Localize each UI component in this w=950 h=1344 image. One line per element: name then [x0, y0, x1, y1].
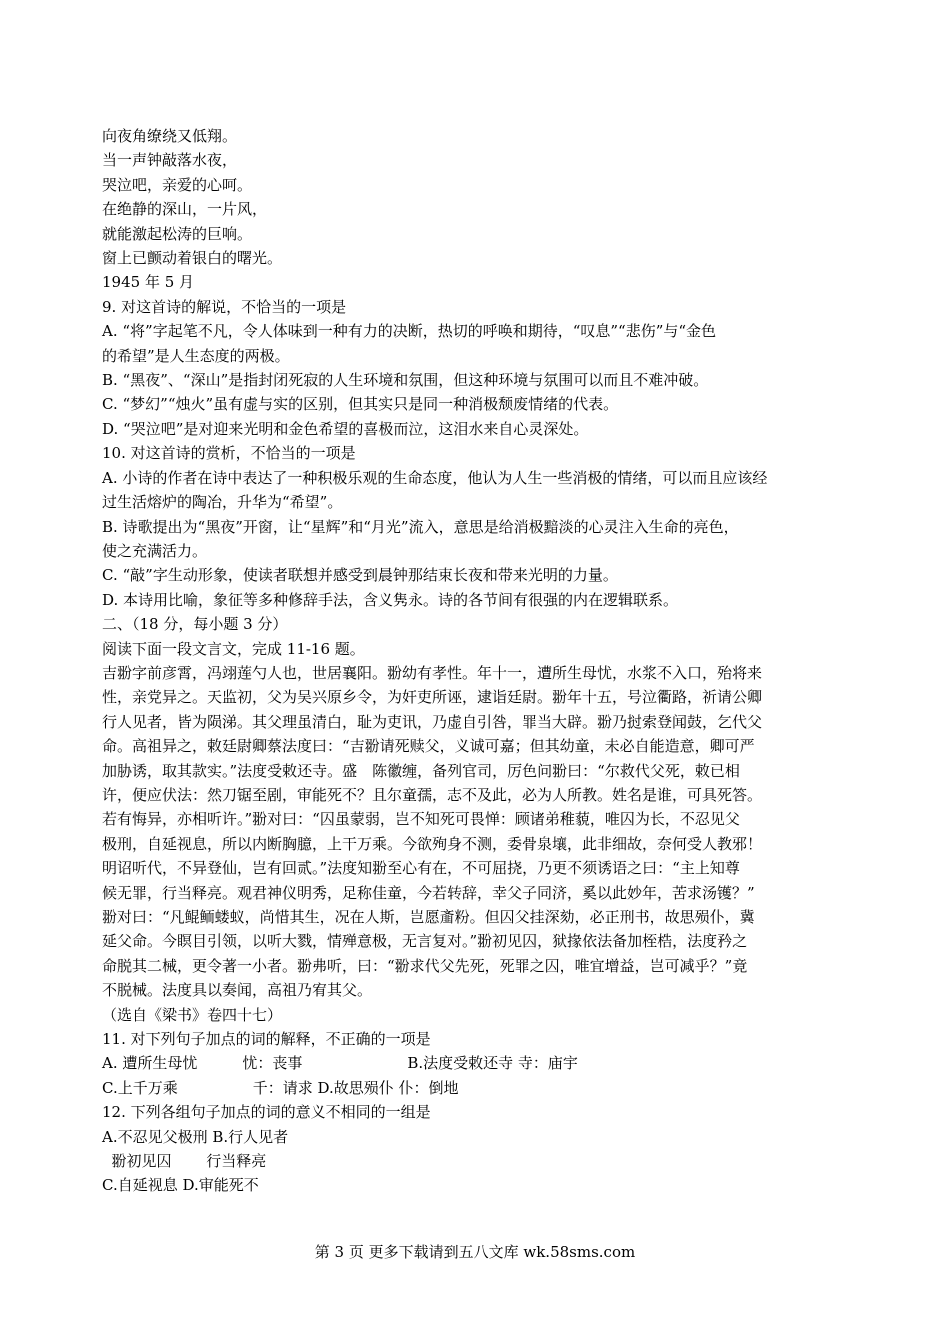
- passage-line: 吉翂字前彦霄，冯翊莲勺人也，世居襄阳。翂幼有孝性。年十一，遭所生母忧，水浆不入口，殆将来: [102, 663, 763, 682]
- question-option: C.上千万乘 千：请求 D.故思殒仆 仆：倒地: [102, 1078, 459, 1097]
- poem-line: 向夜角缭绕又低翔。: [102, 127, 238, 145]
- question-stem: 12. 下列各组句子加点的词的意义不相同的一组是: [102, 1103, 431, 1122]
- passage-line: 若有悔异，亦相听许。”翂对曰：“囚虽蒙弱，岂不知死可畏惮：顾诸弟稚藐，唯囚为长，不忍见父: [102, 810, 740, 829]
- section-instruction: 阅读下面一段文言文，完成 11-16 题。: [102, 639, 365, 658]
- passage-line: 性，亲党异之。天监初，父为吴兴原乡令，为奸吏所诬，逮诣廷尉。翂年十五，号泣衢路，祈请公卿: [102, 688, 763, 707]
- page-footer: 第 3 页 更多下载请到五八文库 wk.58sms.com: [314, 1243, 636, 1261]
- question-option: C.自延视息 D.审能死不: [102, 1176, 259, 1195]
- passage-line: 行人见者，皆为陨涕。其父理虽清白，耻为吏讯，乃虚自引咎，罪当大辟。翂乃挝索登闻鼓，乞代父: [102, 712, 763, 731]
- section-heading: 二、（18 分，每小题 3 分）: [102, 615, 288, 634]
- poem-line: 窗上已颤动着银白的曙光。: [102, 249, 283, 268]
- question-option: A. 小诗的作者在诗中表达了一种积极乐观的生命态度，他认为人生一些消极的情绪，可以而且应该经: [102, 468, 768, 487]
- question-option: D. 本诗用比喻，象征等多种修辞手法，含义隽永。诗的各节间有很强的内在逻辑联系。: [102, 590, 679, 609]
- question-option: 使之充满活力。: [102, 541, 208, 560]
- passage-line: 明诏听代，不异登仙，岂有回贰。”法度知翂至心有在，不可屈挠，乃更不须诱语之曰：“主上知尊: [102, 859, 740, 878]
- question-option: 过生活熔炉的陶冶，升华为“希望”。: [102, 493, 343, 512]
- question-stem: 11. 对下列句子加点的词的解释，不正确的一项是: [102, 1030, 431, 1049]
- question-option: B. 诗歌提出为“黑夜”开窗，让“星辉”和“月光”流入，意思是给消极黯淡的心灵注入生命的亮色，: [102, 517, 739, 536]
- question-option: C. “敲”字生动形象，使读者联想并感受到晨钟那结束长夜和带来光明的力量。: [102, 566, 618, 585]
- classical-passage: [102, 661, 854, 1027]
- question-9: [102, 295, 854, 441]
- section-2: [102, 612, 854, 661]
- question-stem: 10. 对这首诗的赏析，不恰当的一项是: [102, 444, 356, 463]
- question-option: B. “黑夜”、“深山”是指封闭死寂的人生环境和氛围，但这种环境与氛围可以而且不难冲破。: [102, 371, 709, 390]
- passage-line: 候无罪，行当释亮。观君神仪明秀，足称佳童，今若转辞，幸父子同济，奚以此妙年，苦求汤镬？”: [102, 883, 755, 902]
- passage-line: 加胁诱，取其款实。”法度受敕还寺。盛 陈徽缠，备列官司，厉色问翂曰：“尔救代父死，敕已相: [102, 761, 740, 780]
- question-10: [102, 441, 854, 612]
- poem-line: 当一声钟敲落水夜，: [102, 151, 238, 170]
- question-12: [102, 1100, 854, 1198]
- passage-line: 命。高祖异之，敕廷尉卿蔡法度曰：“吉翂请死赎父，义诚可嘉；但其幼童，未必自能造意，卿可严: [102, 737, 755, 756]
- page-content: [102, 124, 854, 1198]
- question-option: A.不忍见父极刑 B.行人见者: [102, 1127, 289, 1146]
- passage-line: 许，便应伏法：然刀锯至剧，审能死不？且尔童孺，志不及此，必为人所教。姓名是谁，可具死答。: [102, 785, 763, 804]
- question-11: [102, 1027, 854, 1100]
- passage-line: 命脱其二械，更令著一小者。翂弗听，曰：“翂求代父先死，死罪之囚，唯宜增益，岂可减乎？”竟: [102, 956, 748, 975]
- question-stem: 9. 对这首诗的解说，不恰当的一项是: [102, 297, 347, 316]
- passage-line: 延父命。今瞑目引领，以听大戮，情殚意极，无言复对。”翂初见囚，狱掾依法备加桎梏，法度矜之: [102, 932, 748, 951]
- poem-line: 就能激起松涛的巨响。: [102, 224, 253, 243]
- poem-line: 哭泣吧，亲爱的心呵。: [102, 175, 253, 194]
- poem: [102, 124, 854, 295]
- passage-line: 翂对曰：“凡鲲鲕蝼蚁，尚惜其生，况在人斯，岂愿齑粉。但囚父挂深劾，必正刑书，故思殒仆，冀: [102, 908, 755, 926]
- poem-line: 在绝静的深山，一片风，: [102, 200, 268, 219]
- passage-line: 不脱械。法度具以奏闻，高祖乃宥其父。: [102, 981, 373, 1000]
- poem-date: 1945 年 5 月: [102, 273, 195, 292]
- question-option: C. “梦幻”“烛火”虽有虚与实的区别，但其实只是同一种消极颓废情绪的代表。: [102, 395, 619, 414]
- question-option: D. “哭泣吧”是对迎来光明和金色希望的喜极而泣，这泪水来自心灵深处。: [102, 419, 589, 438]
- passage-source: （选自《梁书》卷四十七）: [102, 1005, 283, 1024]
- passage-line: 极刑，自延视息，所以内断胸臆，上干万乘。今欲殉身不测，委骨泉壤，此非细故，奈何受人教邪！: [102, 834, 763, 853]
- question-option: 的希望”是人生态度的两极。: [102, 346, 290, 365]
- question-option: 翂初见囚 行当释亮: [102, 1152, 267, 1171]
- question-option: A. 遭所生母忧 忧：丧事 B.法度受敕还寺 寺：庙宇: [102, 1054, 578, 1073]
- question-option: A. “将”字起笔不凡，令人体味到一种有力的决断，热切的呼唤和期待，“叹息”“悲伤”与“金色: [102, 322, 717, 341]
